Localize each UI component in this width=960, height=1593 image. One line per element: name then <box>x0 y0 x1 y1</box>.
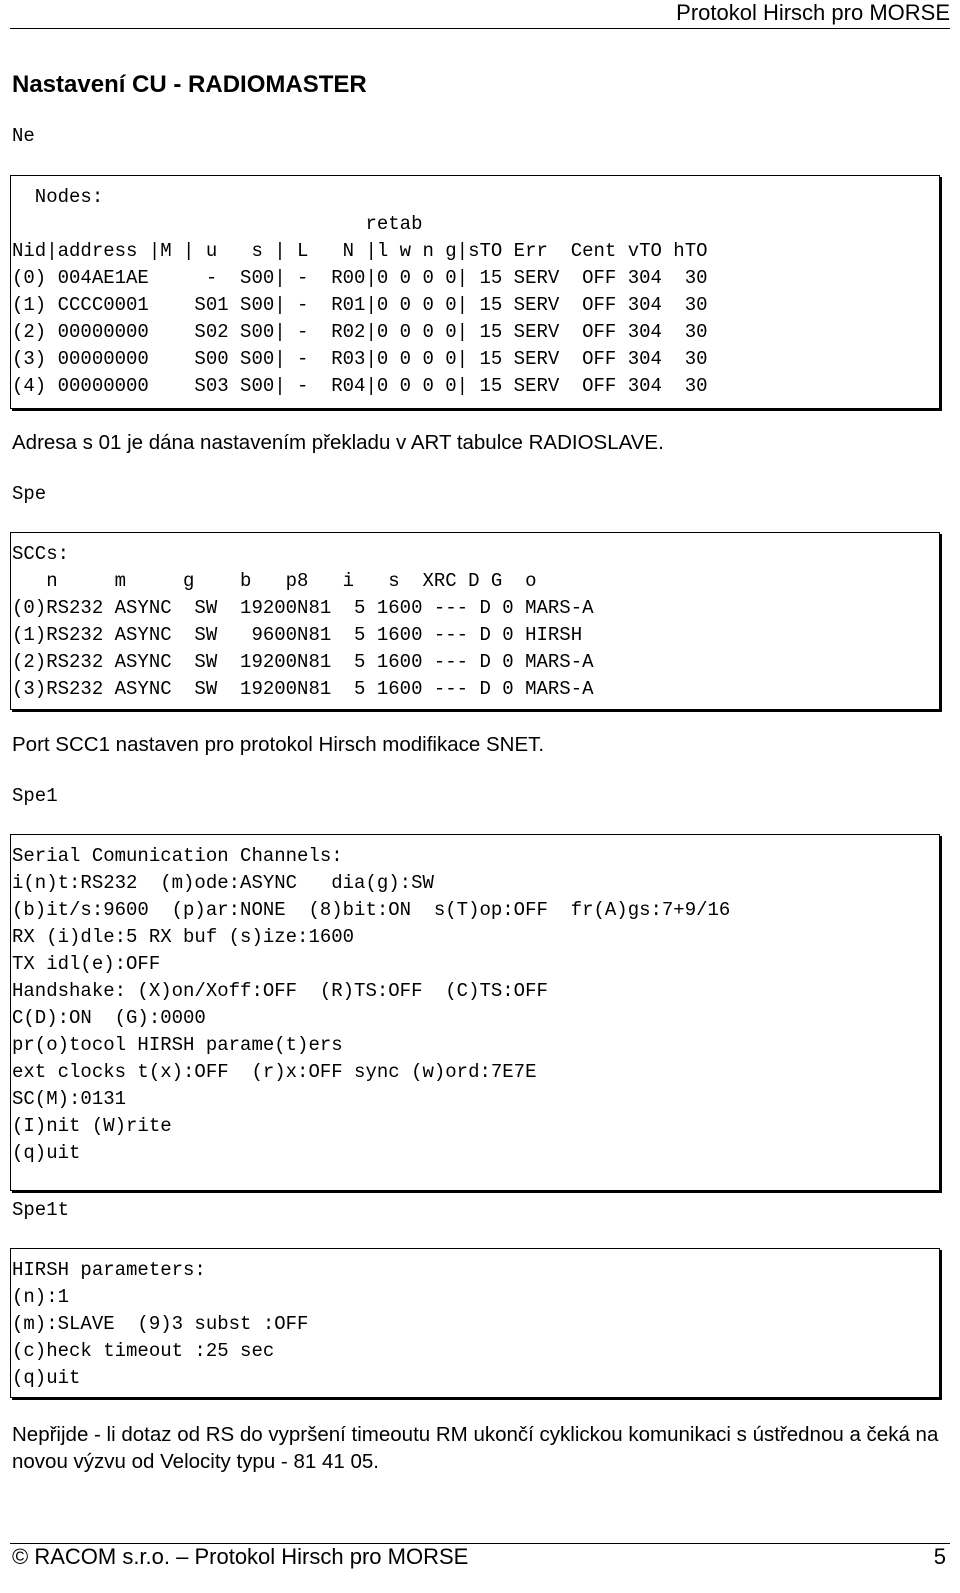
page-number: 5 <box>933 1544 946 1569</box>
terminal-box-serial <box>10 834 940 1191</box>
terminal-box-sccs <box>10 532 940 710</box>
terminal-output-nodes: Nodes: retab Nid|address |M | u s | L N |l w n g|sTO Err Cent vTO hTO (0) 004AE1AE - S00| - R00|0 0 0 0| 15 SERV OFF 304 30 (1) CCCC0001 S01 S00| - R01|0 0 0 0| 15 SERV OFF 304 30 (2) 00000000 S02 S00| - R02|0 0 0 0| 15 SERV OFF 304 30 (3) 00000000 S00 S00| - R03|0 0 0 0| 15 SERV OFF 304 30 (4) 00000000 S03 S00| - R04|0 0 0 0| 15 SERV OFF 304 30 <box>12 186 708 397</box>
terminal-box-hirsh <box>10 1248 940 1398</box>
note-port: Port SCC1 nastaven pro protokol Hirsch modifikace SNET. <box>12 733 545 756</box>
command-spe: Spe <box>12 483 47 505</box>
terminal-box-nodes <box>10 175 940 409</box>
terminal-output-sccs: SCCs: n m g b p8 i s XRC D G o (0)RS232 ASYNC SW 19200N81 5 1600 --- D 0 MARS-A (1)RS232 ASYNC SW 9600N81 5 1600 --- D 0 HIRSH (2)RS232 ASYNC SW 19200N81 5 1600 --- D 0 MARS-A (3)RS232 ASYNC SW 19200N81 5 1600 --- D 0 MARS-A <box>12 543 594 700</box>
terminal-output-serial: Serial Comunication Channels: i(n)t:RS232 (m)ode:ASYNC dia(g):SW (b)it/s:9600 (p)ar:NONE (8)bit:ON s(T)op:OFF fr(A)gs:7+9/16 RX (i)dle:5 RX buf (s)ize:1600 TX idl(e):OFF Handshake: (X)on/Xoff:OFF (R)TS:OFF (C)TS:OFF C(D):ON (G):0000 pr(o)tocol HIRSH parame(t)ers ext clocks t(x):OFF (r)x:OFF sync (w)ord:7E7E SC(M):0131 (I)nit (W)rite (q)uit <box>12 845 731 1164</box>
header-divider <box>10 28 950 29</box>
note-address: Adresa s 01 je dána nastavením překladu v ART tabulce RADIOSLAVE. <box>12 431 664 454</box>
command-spe1: Spe1 <box>12 785 58 807</box>
header-title: Protokol Hirsch pro MORSE <box>676 0 950 25</box>
command-ne: Ne <box>12 125 35 147</box>
note-timeout: Nepřijde - li dotaz od RS do vypršení timeoutu RM ukončí cyklickou komunikaci s ústřednou a čeká na novou výzvu od Velocity typu - 81 41 05. <box>12 1423 939 1473</box>
section-title: Nastavení CU - RADIOMASTER <box>12 71 367 98</box>
footer-text: © RACOM s.r.o. – Protokol Hirsch pro MORSE <box>12 1544 469 1569</box>
command-spe1t: Spe1t <box>12 1199 70 1221</box>
terminal-output-hirsh: HIRSH parameters: (n):1 (m):SLAVE (9)3 subst :OFF (c)heck timeout :25 sec (q)uit <box>12 1259 309 1389</box>
